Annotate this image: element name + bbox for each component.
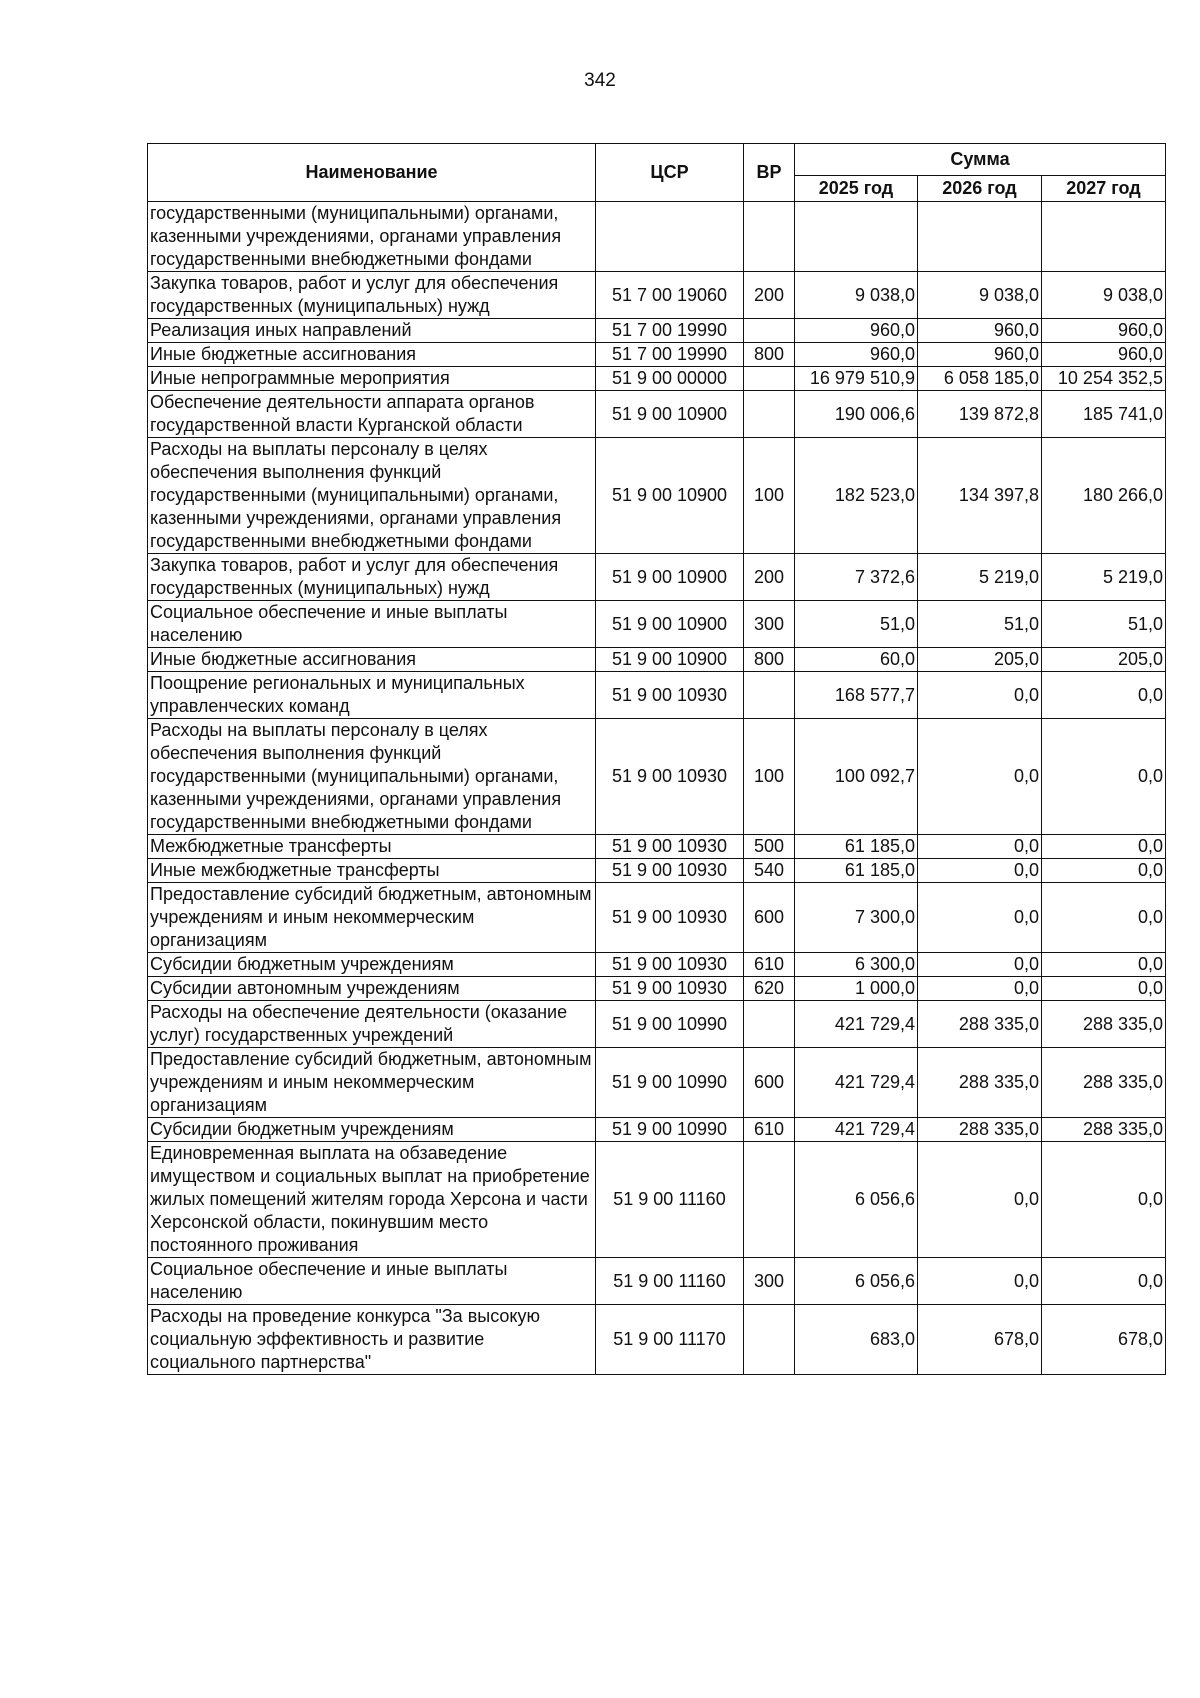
row-csr: 51 9 00 10930 xyxy=(596,859,744,883)
row-amount-2027: 10 254 352,5 xyxy=(1042,367,1166,391)
row-vr: 100 xyxy=(744,719,795,835)
header-name: Наименование xyxy=(148,144,596,202)
row-amount-2025: 16 979 510,9 xyxy=(795,367,918,391)
table-row xyxy=(148,1305,1166,1375)
row-csr: 51 9 00 10930 xyxy=(596,883,744,953)
table-row xyxy=(148,1258,1166,1305)
row-csr: 51 7 00 19990 xyxy=(596,343,744,367)
row-amount-2025: 7 372,6 xyxy=(795,554,918,601)
row-amount-2025: 60,0 xyxy=(795,648,918,672)
row-vr xyxy=(744,391,795,438)
row-vr xyxy=(744,367,795,391)
row-vr: 100 xyxy=(744,438,795,554)
row-csr: 51 9 00 11160 xyxy=(596,1142,744,1258)
header-year-2027: 2027 год xyxy=(1042,176,1166,202)
row-name: Расходы на проведение конкурса "За высокую социальную эффективность и развитие социального партнерства" xyxy=(148,1305,596,1375)
row-vr: 300 xyxy=(744,1258,795,1305)
row-name: Межбюджетные трансферты xyxy=(148,835,596,859)
row-name: Субсидии бюджетным учреждениям xyxy=(148,953,596,977)
table-row xyxy=(148,319,1166,343)
row-amount-2025: 190 006,6 xyxy=(795,391,918,438)
table-row xyxy=(148,554,1166,601)
row-vr: 620 xyxy=(744,977,795,1001)
row-name: Иные межбюджетные трансферты xyxy=(148,859,596,883)
row-amount-2025 xyxy=(795,202,918,272)
table-row xyxy=(148,391,1166,438)
row-amount-2027: 9 038,0 xyxy=(1042,272,1166,319)
table-row xyxy=(148,1142,1166,1258)
row-amount-2026: 139 872,8 xyxy=(918,391,1042,438)
row-amount-2026: 0,0 xyxy=(918,1258,1042,1305)
row-amount-2026: 0,0 xyxy=(918,835,1042,859)
table-header xyxy=(148,144,1166,202)
row-name: Расходы на обеспечение деятельности (оказание услуг) государственных учреждений xyxy=(148,1001,596,1048)
row-csr: 51 9 00 11170 xyxy=(596,1305,744,1375)
row-amount-2027: 288 335,0 xyxy=(1042,1048,1166,1118)
table-row xyxy=(148,883,1166,953)
row-amount-2026: 288 335,0 xyxy=(918,1048,1042,1118)
row-amount-2027: 0,0 xyxy=(1042,835,1166,859)
row-amount-2027: 185 741,0 xyxy=(1042,391,1166,438)
row-vr xyxy=(744,202,795,272)
row-vr: 800 xyxy=(744,648,795,672)
row-csr: 51 9 00 10990 xyxy=(596,1001,744,1048)
row-vr xyxy=(744,1001,795,1048)
row-vr: 610 xyxy=(744,953,795,977)
row-name: Предоставление субсидий бюджетным, автономным учреждениям и иным некоммерческим организациям xyxy=(148,883,596,953)
row-amount-2025: 421 729,4 xyxy=(795,1001,918,1048)
table-row xyxy=(148,272,1166,319)
header-csr: ЦСР xyxy=(596,144,744,202)
row-amount-2026: 0,0 xyxy=(918,1142,1042,1258)
row-amount-2026: 0,0 xyxy=(918,977,1042,1001)
table-row xyxy=(148,953,1166,977)
row-amount-2026: 960,0 xyxy=(918,343,1042,367)
row-amount-2026: 51,0 xyxy=(918,601,1042,648)
row-amount-2026: 678,0 xyxy=(918,1305,1042,1375)
row-amount-2026: 205,0 xyxy=(918,648,1042,672)
header-year-2025: 2025 год xyxy=(795,176,918,202)
table-row xyxy=(148,977,1166,1001)
row-name: Реализация иных направлений xyxy=(148,319,596,343)
row-amount-2026: 0,0 xyxy=(918,953,1042,977)
row-csr: 51 9 00 10930 xyxy=(596,953,744,977)
row-vr: 540 xyxy=(744,859,795,883)
header-sum: Сумма xyxy=(795,144,1166,176)
row-csr: 51 9 00 10990 xyxy=(596,1118,744,1142)
table-row xyxy=(148,601,1166,648)
row-amount-2025: 6 056,6 xyxy=(795,1142,918,1258)
row-amount-2026: 960,0 xyxy=(918,319,1042,343)
row-csr: 51 9 00 10930 xyxy=(596,719,744,835)
table-row xyxy=(148,719,1166,835)
row-name: Социальное обеспечение и иные выплаты населению xyxy=(148,1258,596,1305)
table-row xyxy=(148,202,1166,272)
row-amount-2025: 182 523,0 xyxy=(795,438,918,554)
row-amount-2025: 1 000,0 xyxy=(795,977,918,1001)
row-vr: 300 xyxy=(744,601,795,648)
row-vr xyxy=(744,319,795,343)
row-amount-2025: 960,0 xyxy=(795,343,918,367)
row-amount-2027: 960,0 xyxy=(1042,319,1166,343)
row-amount-2027: 0,0 xyxy=(1042,953,1166,977)
row-csr: 51 9 00 10900 xyxy=(596,391,744,438)
row-amount-2027: 0,0 xyxy=(1042,672,1166,719)
row-csr: 51 9 00 10900 xyxy=(596,601,744,648)
row-name: Субсидии бюджетным учреждениям xyxy=(148,1118,596,1142)
table-body xyxy=(148,202,1166,1375)
row-vr: 500 xyxy=(744,835,795,859)
table-row xyxy=(148,1001,1166,1048)
row-csr: 51 9 00 00000 xyxy=(596,367,744,391)
row-amount-2027: 678,0 xyxy=(1042,1305,1166,1375)
row-vr: 610 xyxy=(744,1118,795,1142)
row-vr: 600 xyxy=(744,883,795,953)
row-vr xyxy=(744,1142,795,1258)
row-amount-2026: 0,0 xyxy=(918,883,1042,953)
row-vr: 600 xyxy=(744,1048,795,1118)
row-amount-2025: 960,0 xyxy=(795,319,918,343)
row-vr xyxy=(744,672,795,719)
row-amount-2025: 9 038,0 xyxy=(795,272,918,319)
row-amount-2026: 0,0 xyxy=(918,859,1042,883)
row-vr xyxy=(744,1305,795,1375)
table-row xyxy=(148,672,1166,719)
row-amount-2027: 5 219,0 xyxy=(1042,554,1166,601)
row-amount-2025: 683,0 xyxy=(795,1305,918,1375)
row-amount-2026 xyxy=(918,202,1042,272)
row-amount-2027: 288 335,0 xyxy=(1042,1118,1166,1142)
row-amount-2027: 180 266,0 xyxy=(1042,438,1166,554)
row-amount-2027: 0,0 xyxy=(1042,1258,1166,1305)
row-amount-2025: 51,0 xyxy=(795,601,918,648)
row-vr: 200 xyxy=(744,554,795,601)
row-amount-2026: 0,0 xyxy=(918,719,1042,835)
row-amount-2025: 421 729,4 xyxy=(795,1048,918,1118)
row-amount-2026: 288 335,0 xyxy=(918,1001,1042,1048)
row-csr: 51 9 00 10930 xyxy=(596,672,744,719)
row-amount-2027: 0,0 xyxy=(1042,883,1166,953)
row-name: Субсидии автономным учреждениям xyxy=(148,977,596,1001)
table-row xyxy=(148,367,1166,391)
row-name: Предоставление субсидий бюджетным, автономным учреждениям и иным некоммерческим организациям xyxy=(148,1048,596,1118)
row-amount-2025: 61 185,0 xyxy=(795,859,918,883)
row-amount-2025: 421 729,4 xyxy=(795,1118,918,1142)
table-row xyxy=(148,835,1166,859)
row-name: Закупка товаров, работ и услуг для обеспечения государственных (муниципальных) нужд xyxy=(148,272,596,319)
row-amount-2025: 6 056,6 xyxy=(795,1258,918,1305)
row-amount-2027: 0,0 xyxy=(1042,1142,1166,1258)
row-amount-2026: 9 038,0 xyxy=(918,272,1042,319)
header-vr: ВР xyxy=(744,144,795,202)
table-row xyxy=(148,438,1166,554)
row-amount-2025: 7 300,0 xyxy=(795,883,918,953)
row-csr: 51 9 00 10930 xyxy=(596,835,744,859)
row-amount-2027 xyxy=(1042,202,1166,272)
row-vr: 800 xyxy=(744,343,795,367)
row-amount-2026: 288 335,0 xyxy=(918,1118,1042,1142)
row-csr: 51 7 00 19990 xyxy=(596,319,744,343)
row-csr: 51 9 00 10900 xyxy=(596,648,744,672)
table-row xyxy=(148,859,1166,883)
page-number: 342 xyxy=(584,70,616,91)
row-amount-2027: 205,0 xyxy=(1042,648,1166,672)
row-amount-2025: 61 185,0 xyxy=(795,835,918,859)
row-amount-2027: 288 335,0 xyxy=(1042,1001,1166,1048)
row-name: Поощрение региональных и муниципальных управленческих команд xyxy=(148,672,596,719)
row-name: Иные бюджетные ассигнования xyxy=(148,343,596,367)
row-name: государственными (муниципальными) органами, казенными учреждениями, органами управления государственными внебюджетными фондами xyxy=(148,202,596,272)
row-csr: 51 7 00 19060 xyxy=(596,272,744,319)
row-amount-2026: 0,0 xyxy=(918,672,1042,719)
row-vr: 200 xyxy=(744,272,795,319)
row-name: Обеспечение деятельности аппарата органов государственной власти Курганской области xyxy=(148,391,596,438)
row-amount-2025: 100 092,7 xyxy=(795,719,918,835)
row-name: Закупка товаров, работ и услуг для обеспечения государственных (муниципальных) нужд xyxy=(148,554,596,601)
row-name: Иные бюджетные ассигнования xyxy=(148,648,596,672)
row-csr: 51 9 00 11160 xyxy=(596,1258,744,1305)
row-name: Иные непрограммные мероприятия xyxy=(148,367,596,391)
row-name: Единовременная выплата на обзаведение имуществом и социальных выплат на приобретение жилых помещений жителям города Херсона и части Херсонской области, покинувшим место постоянного проживания xyxy=(148,1142,596,1258)
row-amount-2025: 168 577,7 xyxy=(795,672,918,719)
row-csr: 51 9 00 10930 xyxy=(596,977,744,1001)
row-name: Расходы на выплаты персоналу в целях обеспечения выполнения функций государственными (муниципальными) органами, казенными учреждениями, органами управления государственными внебюджетными фондами xyxy=(148,719,596,835)
table-row xyxy=(148,343,1166,367)
table-row xyxy=(148,648,1166,672)
row-csr: 51 9 00 10900 xyxy=(596,438,744,554)
row-amount-2026: 5 219,0 xyxy=(918,554,1042,601)
row-amount-2027: 0,0 xyxy=(1042,977,1166,1001)
row-amount-2027: 0,0 xyxy=(1042,719,1166,835)
row-amount-2027: 960,0 xyxy=(1042,343,1166,367)
row-amount-2027: 51,0 xyxy=(1042,601,1166,648)
table-row xyxy=(148,1118,1166,1142)
row-csr xyxy=(596,202,744,272)
row-amount-2025: 6 300,0 xyxy=(795,953,918,977)
row-csr: 51 9 00 10990 xyxy=(596,1048,744,1118)
row-csr: 51 9 00 10900 xyxy=(596,554,744,601)
budget-table xyxy=(147,143,1166,1375)
row-name: Социальное обеспечение и иные выплаты населению xyxy=(148,601,596,648)
table-row xyxy=(148,1048,1166,1118)
header-year-2026: 2026 год xyxy=(918,176,1042,202)
row-amount-2026: 6 058 185,0 xyxy=(918,367,1042,391)
row-amount-2027: 0,0 xyxy=(1042,859,1166,883)
row-amount-2026: 134 397,8 xyxy=(918,438,1042,554)
row-name: Расходы на выплаты персоналу в целях обеспечения выполнения функций государственными (муниципальными) органами, казенными учреждениями, органами управления государственными внебюджетными фондами xyxy=(148,438,596,554)
